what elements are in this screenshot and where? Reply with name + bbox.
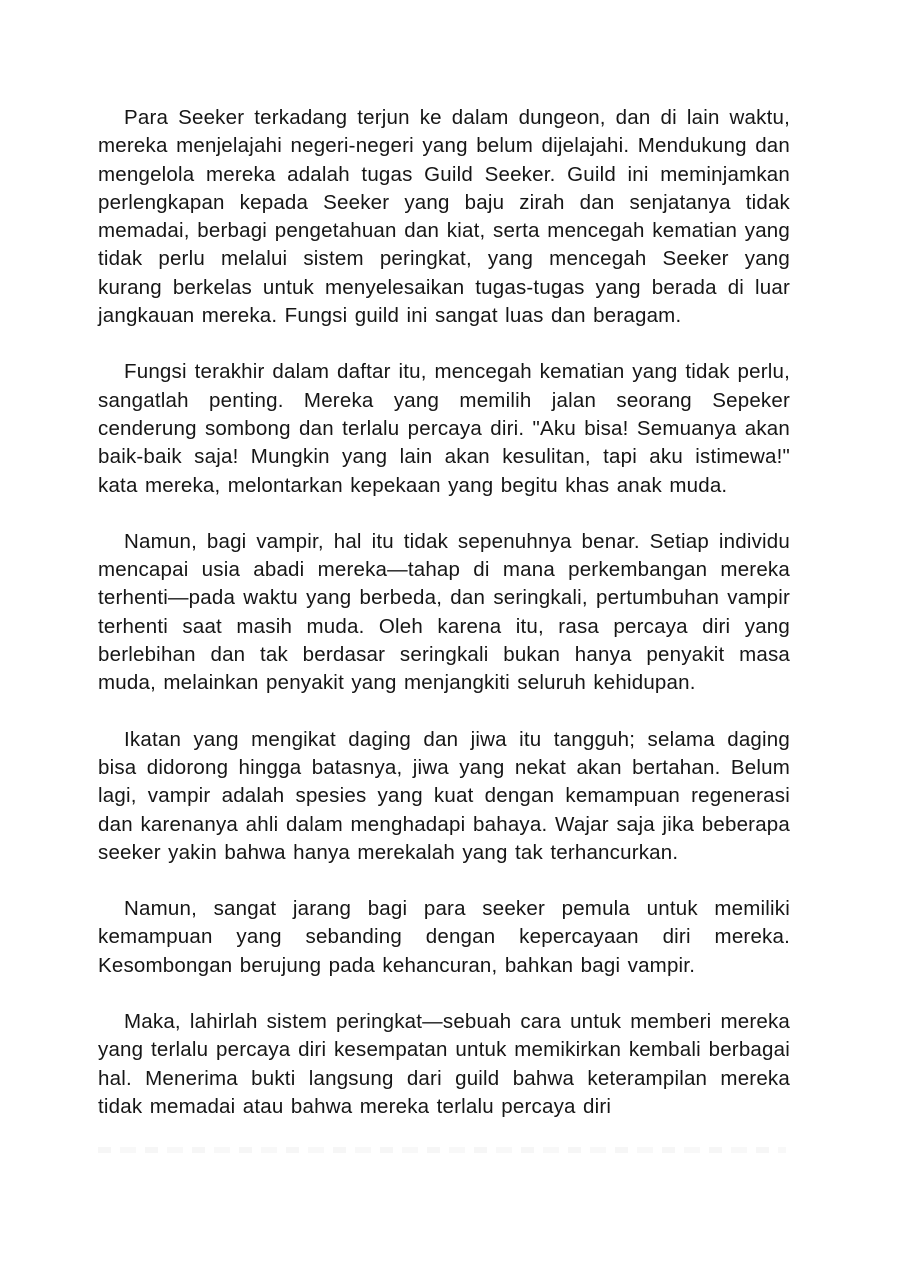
- paragraph-4: Ikatan yang mengikat daging dan jiwa itu tangguh; selama daging bisa didorong hingga batasnya, jiwa yang nekat akan bertahan. Belum lagi, vampir adalah spesies yang kuat dengan kemampuan regenerasi dan karenanya ahli dalam menghadapi bahaya. Wajar saja jika beberapa seeker yakin bahwa hanya merekalah yang tak terhancurkan.: [98, 727, 790, 864]
- paragraph-6: Maka, lahirlah sistem peringkat—sebuah cara untuk memberi mereka yang terlalu percaya diri kesempatan untuk memikirkan kembali berbagai hal. Menerima bukti langsung dari guild bahwa keterampilan mereka tidak memadai atau bahwa mereka terlalu percaya diri: [98, 1010, 790, 1118]
- body-text: [98, 104, 790, 1121]
- paragraph-3: Namun, bagi vampir, hal itu tidak sepenuhnya benar. Setiap individu mencapai usia abadi mereka—tahap di mana perkembangan mereka terhenti—pada waktu yang berbeda, dan seringkali, pertumbuhan vampir terhenti saat masih muda. Oleh karena itu, rasa percaya diri yang berlebihan dan tak berdasar seringkali bukan hanya penyakit masa muda, melainkan penyakit yang menjangkiti seluruh kehidupan.: [98, 529, 790, 695]
- paragraph-2: Fungsi terakhir dalam daftar itu, mencegah kematian yang tidak perlu, sangatlah penting. Mereka yang memilih jalan seorang Sepeker cenderung sombong dan terlalu percaya diri. "Aku bisa! Semuanya akan baik-baik saja! Mungkin yang lain akan kesulitan, tapi aku istimewa!" kata mereka, melontarkan kepekaan yang begitu khas anak muda.: [98, 360, 790, 497]
- paragraph-1: Para Seeker terkadang terjun ke dalam dungeon, dan di lain waktu, mereka menjelajahi negeri-negeri yang belum dijelajahi. Mendukung dan mengelola mereka adalah tugas Guild Seeker. Guild ini meminjamkan perlengkapan kepada Seeker yang baju zirah dan senjatanya tidak memadai, berbagi pengetahuan dan kiat, serta mencegah kematian yang tidak perlu melalui sistem peringkat, yang mencegah Seeker yang kurang berkelas untuk menyelesaikan tugas-tugas yang berada di luar jangkauan mereka. Fungsi guild ini sangat luas dan beragam.: [98, 106, 790, 328]
- cropped-text-artifact: [98, 1147, 786, 1153]
- paragraph-5: Namun, sangat jarang bagi para seeker pemula untuk memiliki kemampuan yang sebanding dengan kepercayaan diri mereka. Kesombongan berujung pada kehancuran, bahkan bagi vampir.: [98, 897, 790, 977]
